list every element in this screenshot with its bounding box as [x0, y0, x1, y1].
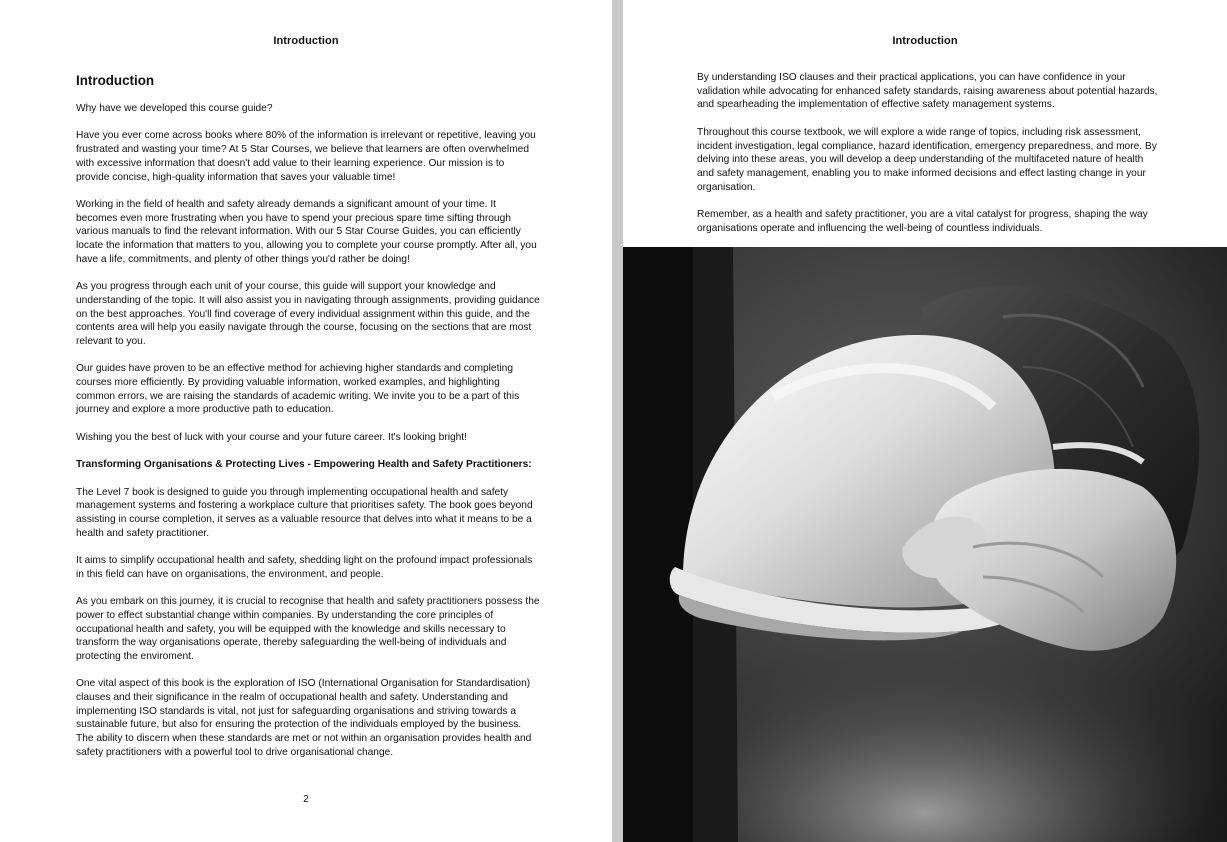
- page-gutter: [612, 0, 623, 842]
- paragraph: Have you ever come across books where 80% of the information is irrelevant or repetitive, leaving you frustrated and wasting your time? At 5 Star Courses, we believe that learners are often overwhelmed with excessive information that doesn't add value to their learning experience. Our mission is to provide concise, high-quality information that saves your valuable time!: [76, 130, 536, 183]
- paragraph: As you progress through each unit of your course, this guide will support your knowledge and understanding of the topic. It will also assist you in navigating through assignments, providing guidance on the best approaches. You'll find coverage of every individual assignment within this guide, and the contents area will help you easily navigate through the course, focusing on the sections that are most relevant to you.: [76, 281, 540, 347]
- paragraph: Remember, as a health and safety practitioner, you are a vital catalyst for progress, shaping the way organisations operate and influencing the well-being of countless individuals.: [697, 209, 1148, 234]
- paragraph: One vital aspect of this book is the exploration of ISO (International Organisation for Standardisation) clauses and their significance in the realm of occupational health and safety. Understanding and implementing ISO standards is vital, not just for safeguarding organisations and striving towards a sustainable future, but also for ensuring the protection of the individuals employed by the business. The ability to discern when these standards are met or not within an organisation provides health and safety practitioners with a powerful tool to drive organisational change.: [76, 678, 532, 758]
- paragraph: Our guides have proven to be an effective method for achieving higher standards and completing courses more efficiently. By providing valuable information, worked examples, and highlighting common errors, we are raising the standards of academic writing. We invite you to be a part of this journey and explore a more productive path to education.: [76, 363, 520, 416]
- paragraph: Working in the field of health and safety already demands a significant amount of your time. It becomes even more frustrating when you have to spend your precious spare time sifting through various manuals to find the relevant information. With our 5 Star Course Guides, you can efficiently locate the information that matters to you, allowing you to complete your course promptly. After all, you have a life, commitments, and plenty of other things you'd rather be doing!: [76, 198, 537, 265]
- paragraph: Wishing you the best of luck with your course and your future career. It's looking bright!: [76, 431, 467, 443]
- left-page: [0, 0, 612, 842]
- left-page-body: [76, 72, 540, 773]
- subheading: Transforming Organisations & Protecting Lives - Empowering Health and Safety Practitioners:: [76, 459, 532, 471]
- paragraph: Throughout this course textbook, we will explore a wide range of topics, including risk assessment, incident investigation, legal compliance, hazard identification, emergency preparedness, and more. By delving into these areas, you will develop a deep understanding of the multifaceted nature of health and safety management, enabling you to make informed decisions and effect lasting change in your organisation.: [697, 126, 1157, 193]
- paragraph: By understanding ISO clauses and their practical applications, you can have confidence in your validation while advocating for enhanced safety standards, raising awareness about potential hazards, and spearheading the implementation of effective safety management systems.: [697, 72, 1158, 111]
- paragraph: It aims to simplify occupational health and safety, shedding light on the profound impact professionals in this field can have on organisations, the environment, and people.: [76, 555, 533, 580]
- hard-hat-glove-photo: [623, 247, 1227, 842]
- page-number: 2: [303, 794, 309, 805]
- paragraph: Why have we developed this course guide?: [76, 103, 273, 114]
- paragraph: The Level 7 book is designed to guide you through implementing occupational health and safety management systems and fostering a workplace culture that prioritises safety. The book goes beyond assisting in course completion, it serves as a valuable resource that delves into what it means to be a health and safety practitioner.: [76, 486, 533, 539]
- right-page: [623, 0, 1227, 842]
- running-header: Introduction: [273, 35, 339, 47]
- section-heading: Introduction: [76, 73, 155, 88]
- running-header: Introduction: [892, 35, 958, 47]
- paragraph: As you embark on this journey, it is crucial to recognise that health and safety practitioners possess the power to effect substantial change within companies. By understanding the core principles of occupational health and safety, you will be equipped with the knowledge and skills necessary to transform the way organisations operate, thereby safeguarding the well-being of individuals and protecting the enviroment.: [76, 596, 540, 662]
- right-page-body: [697, 71, 1161, 249]
